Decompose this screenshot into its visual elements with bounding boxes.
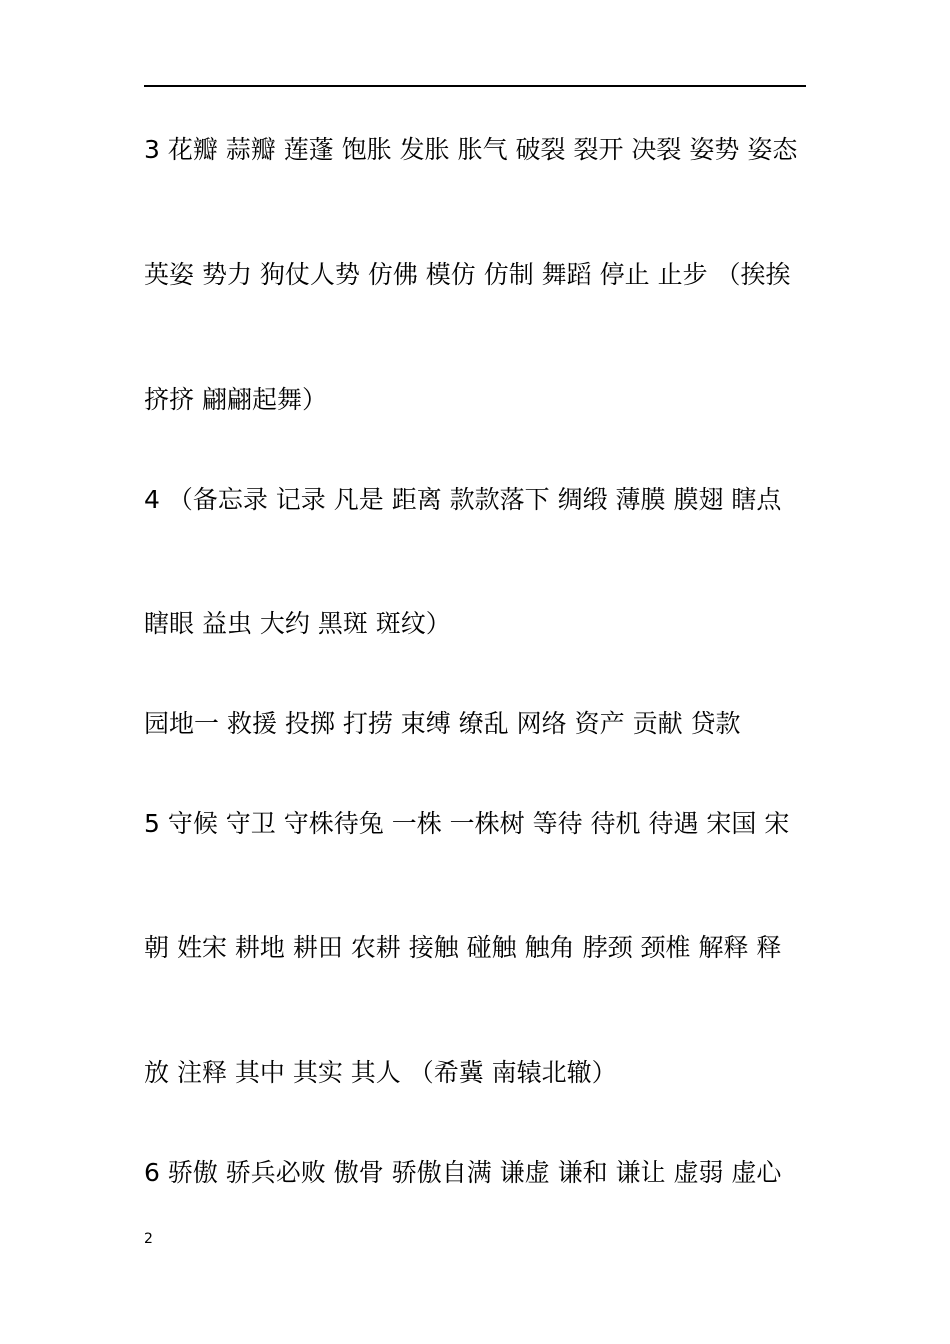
text-line-3: 挤挤 翩翩起舞） [144, 385, 327, 414]
text-line-1: 3 花瓣 蒜瓣 莲蓬 饱胀 发胀 胀气 破裂 裂开 决裂 姿势 姿态 [144, 135, 798, 164]
text-line-2: 英姿 势力 狗仗人势 仿佛 模仿 仿制 舞蹈 停止 止步 （挨挨 [144, 260, 791, 289]
text-line-5: 瞎眼 益虫 大约 黑斑 斑纹） [144, 609, 451, 638]
header-rule [144, 85, 806, 87]
text-line-7: 5 守候 守卫 守株待兔 一株 一株树 等待 待机 待遇 宋国 宋 [144, 809, 790, 838]
text-line-10: 6 骄傲 骄兵必败 傲骨 骄傲自满 谦虚 谦和 谦让 虚弱 虚心 [144, 1158, 782, 1187]
text-line-6: 园地一 救援 投掷 打捞 束缚 缭乱 网络 资产 贡献 贷款 [144, 709, 741, 738]
text-line-9: 放 注释 其中 其实 其人 （希冀 南辕北辙） [144, 1058, 617, 1087]
page-number: 2 [144, 1231, 153, 1247]
text-line-4: 4 （备忘录 记录 凡是 距离 款款落下 绸缎 薄膜 膜翅 瞎点 [144, 485, 782, 514]
text-line-8: 朝 姓宋 耕地 耕田 农耕 接触 碰触 触角 脖颈 颈椎 解释 释 [144, 933, 782, 962]
